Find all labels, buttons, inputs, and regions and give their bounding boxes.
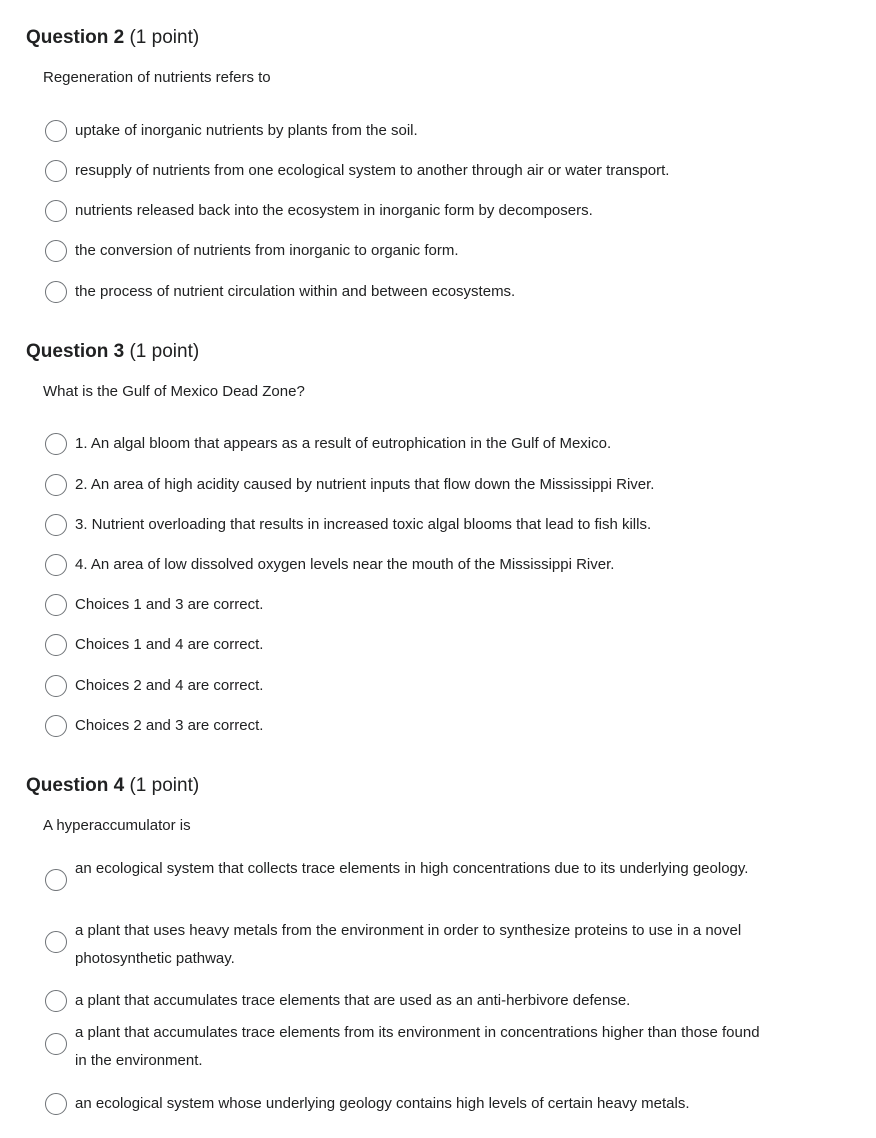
question-2-heading [26,26,199,50]
q2-option-4[interactable] [45,240,775,265]
q2-option-5[interactable] [45,281,775,306]
q3-option-3[interactable] [45,514,775,539]
option-label: an ecological system whose underlying geology contains high levels of certain heavy metals. [75,1095,690,1112]
radio-button[interactable] [45,931,67,953]
option-label: 2. An area of high acidity caused by nutrient inputs that flow down the Mississippi River. [75,476,655,493]
question-4-prompt: A hyperaccumulator is [43,817,191,834]
option-label: an ecological system that collects trace elements in high concentrations due to its underlying geology. [75,860,749,877]
option-label: Choices 2 and 3 are correct. [75,717,264,734]
q3-option-2[interactable] [45,474,775,499]
radio-button[interactable] [45,554,67,576]
option-label: 1. An algal bloom that appears as a result of eutrophication in the Gulf of Mexico. [75,435,612,452]
q2-option-1[interactable] [45,120,775,145]
option-label: 4. An area of low dissolved oxygen levels near the mouth of the Mississippi River. [75,556,615,573]
question-4-heading [26,774,199,798]
option-label: Choices 2 and 4 are correct. [75,677,264,694]
question-points: (1 point) [129,27,200,48]
option-label: Choices 1 and 3 are correct. [75,596,264,613]
radio-button[interactable] [45,634,67,656]
radio-button[interactable] [45,433,67,455]
radio-button[interactable] [45,675,67,697]
option-label: a plant that accumulates trace elements that are used as an anti-herbivore defense. [75,992,631,1009]
q3-option-4[interactable] [45,554,775,579]
question-3-heading [26,340,199,364]
q4-option-5[interactable] [45,1093,775,1118]
question-points: (1 point) [129,341,200,362]
radio-button[interactable] [45,1093,67,1115]
q4-option-1[interactable] [45,858,775,891]
q2-option-3[interactable] [45,200,775,225]
q3-option-8[interactable] [45,715,775,740]
radio-button[interactable] [45,474,67,496]
radio-button[interactable] [45,281,67,303]
option-label: the process of nutrient circulation within and between ecosystems. [75,283,516,300]
radio-button[interactable] [45,514,67,536]
q4-option-2[interactable] [45,920,775,973]
option-label: resupply of nutrients from one ecological system to another through air or water transport. [75,162,670,179]
q3-option-1[interactable] [45,433,775,458]
radio-button[interactable] [45,200,67,222]
radio-button[interactable] [45,715,67,737]
question-2-prompt: Regeneration of nutrients refers to [43,69,271,86]
option-label: uptake of inorganic nutrients by plants from the soil. [75,122,418,139]
q3-option-6[interactable] [45,634,775,659]
question-number: Question 4 [26,775,125,796]
option-label: Choices 1 and 4 are correct. [75,636,264,653]
question-number: Question 3 [26,341,125,362]
radio-button[interactable] [45,990,67,1012]
radio-button[interactable] [45,1033,67,1055]
option-label: the conversion of nutrients from inorganic to organic form. [75,242,459,259]
radio-button[interactable] [45,240,67,262]
q4-option-4[interactable] [45,1022,775,1075]
q4-option-3[interactable] [45,990,775,1015]
radio-button[interactable] [45,160,67,182]
radio-button[interactable] [45,594,67,616]
question-points: (1 point) [129,775,200,796]
q3-option-5[interactable] [45,594,775,619]
q2-option-2[interactable] [45,160,775,185]
option-label: a plant that accumulates trace elements from its environment in concentrations higher than those found in the environment. [75,1024,760,1069]
radio-button[interactable] [45,120,67,142]
option-label: a plant that uses heavy metals from the environment in order to synthesize proteins to use in a novel photosynthetic pathway. [75,922,742,967]
radio-button[interactable] [45,869,67,891]
option-label: 3. Nutrient overloading that results in increased toxic algal blooms that lead to fish kills. [75,516,652,533]
q3-option-7[interactable] [45,675,775,700]
question-3-prompt: What is the Gulf of Mexico Dead Zone? [43,383,305,400]
option-label: nutrients released back into the ecosystem in inorganic form by decomposers. [75,202,593,219]
question-number: Question 2 [26,27,125,48]
